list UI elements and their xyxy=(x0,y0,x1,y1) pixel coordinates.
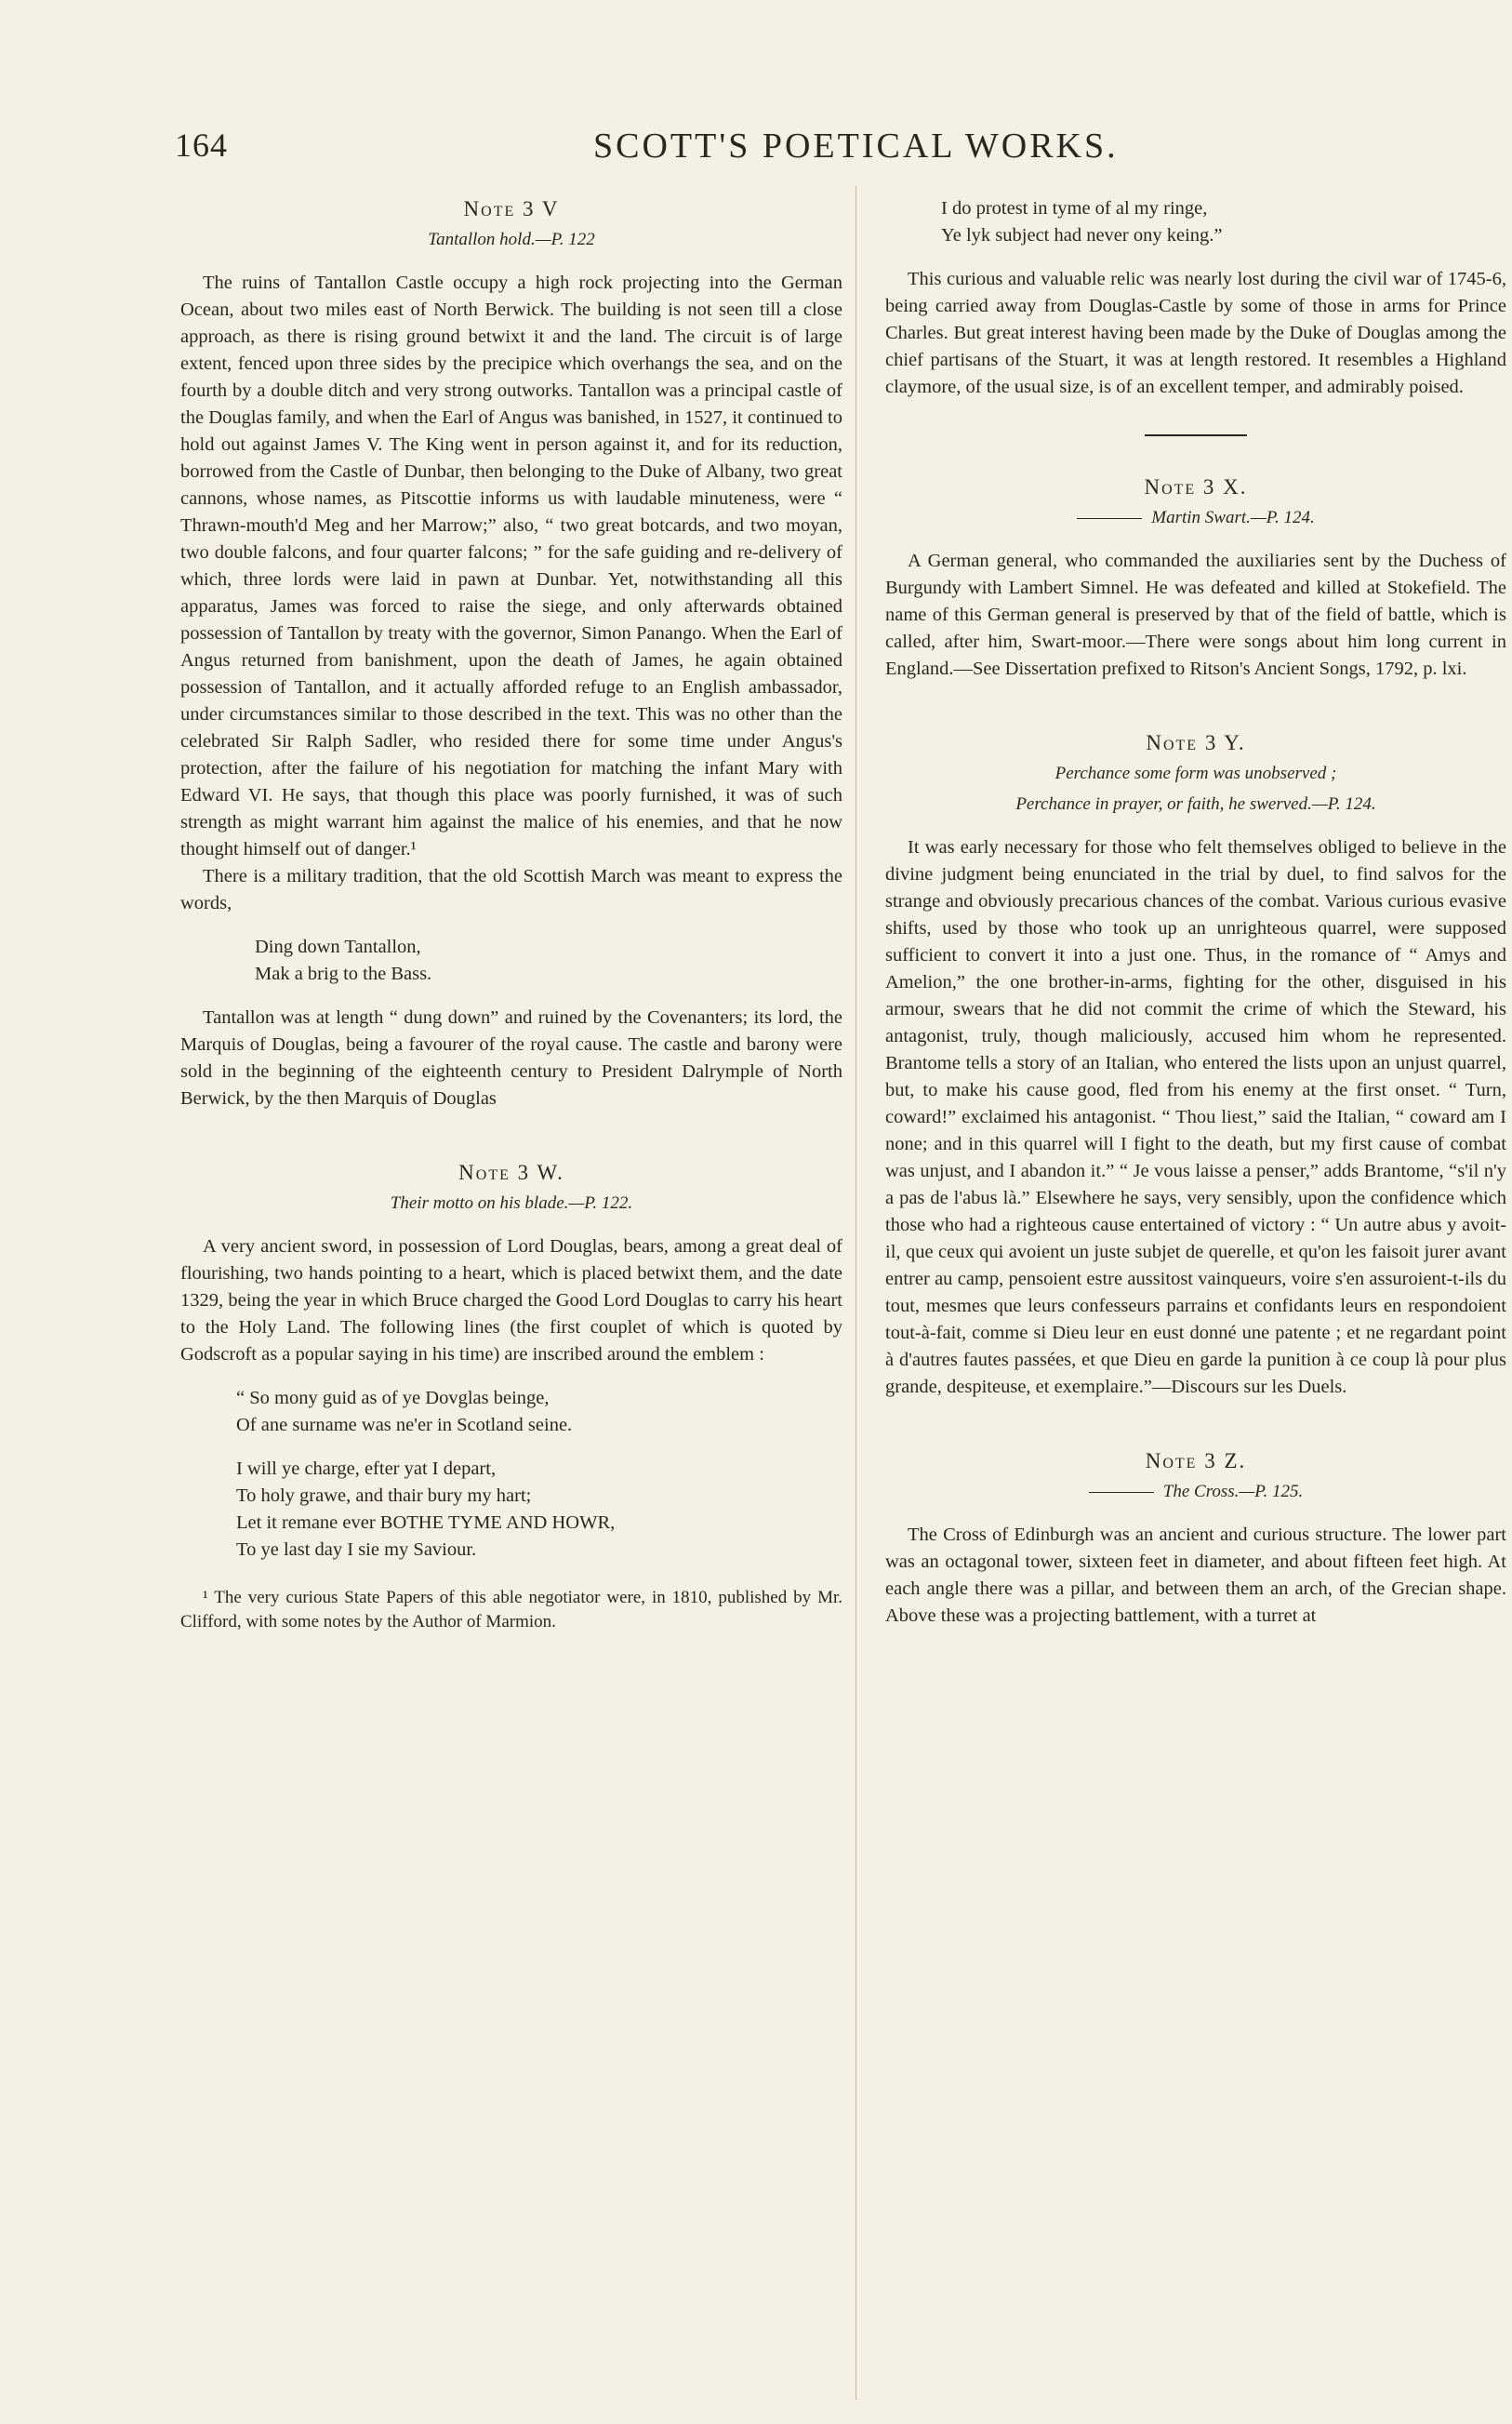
note-3v-paragraph-1: The ruins of Tantallon Castle occupy a high rock projecting into the German Ocean, about two miles east of North Berwick. The building is not seen till a close approach, as there is rising ground betwixt it and the land. The circuit is of large extent, fenced upon three sides by the precipice which overhangs the sea, and on the fourth by a double ditch and very strong outworks. Tantallon was a principal castle of the Douglas family, and when the Earl of Angus was banished, in 1527, it continued to hold out against James V. The King went in person against it, and for its reduction, borrowed from the Castle of Dunbar, then belonging to the Duke of Albany, two great cannons, whose names, as Pitscottie informs us with laudable minuteness, were “ Thrawn-mouth'd Meg and her Marrow;” also, “ two great botcards, and two moyan, two double falcons, and four quarter falcons; ” for the safe guiding and re-delivery of which, three lords were laid in pawn at Dunbar. Yet, notwithstanding all this apparatus, James was forced to raise the siege, and only afterwards obtained possession of Tantallon by treaty with the governor, Simon Panango. When the Earl of Angus returned from banishment, upon the death of James, he again obtained possession of Tantallon, and it actually afforded refuge to an English ambassador, under circumstances similar to those described in the text. This was no other than the celebrated Sir Ralph Sadler, who resided there for some time under Angus's protection, after the failure of his negotiation for matching the infant Mary with Edward VI. He says, that though this place was poorly furnished, it was of such strength as might warrant him against the malice of his enemies, and that he now thought himself out of danger.¹ xyxy=(180,273,842,859)
footnote-text: ¹ The very curious State Papers of this able negotiator were, in 1810, published by Mr. Clifford, with some notes by the Author of Marmion. xyxy=(180,1588,842,1632)
note-3w-paragraph-1: A very ancient sword, in possession of Lord Douglas, bears, among a great deal of flourishing, two hands pointing to a heart, which is placed betwixt them, and the date 1329, being the year in which Bruce charged the Good Lord Douglas to carry his heart to the Holy Land. The following lines (the first couplet of which is quoted by Godscroft as a popular saying in his time) are inscribed around the emblem : xyxy=(180,1236,842,1365)
left-column xyxy=(180,195,842,1634)
note-3v-paragraph-3: Tantallon was at length “ dung down” and ruined by the Covenanters; its lord, the Marquis of Douglas, being a favourer of the royal cause. The castle and barony were sold in the beginning of the eighteenth century to President Dalrymple of North Berwick, by the then Marquis of Douglas xyxy=(180,1007,842,1109)
page-number: 164 xyxy=(175,127,228,164)
note-3z-reference: The Cross.—P. 125. xyxy=(885,1478,1506,1505)
verse-line: To holy grawe, and thair bury my hart; xyxy=(236,1485,532,1506)
note-3w-verse-2 xyxy=(236,1456,842,1564)
note-3x-heading: Note 3 X. xyxy=(1144,475,1248,499)
verse-line: “ So mony guid as of ye Dovglas beinge, xyxy=(236,1388,550,1408)
verse-line: Ye lyk subject had never ony keing.” xyxy=(941,225,1223,246)
note-3z-paragraph-1: The Cross of Edinburgh was an ancient and curious structure. The lower part was an octagonal tower, sixteen feet in diameter, and about fifteen feet high. At each angle there was a pillar, and between them an arch, of the Grecian shape. Above these was a projecting battlement, with a turret at xyxy=(885,1525,1506,1626)
note-3x-reference: Martin Swart.—P. 124. xyxy=(885,504,1506,531)
note-3w-reference: Their motto on his blade.—P. 122. xyxy=(390,1193,633,1213)
note-3v-paragraph-2: There is a military tradition, that the old Scottish March was meant to express the words, xyxy=(180,866,842,913)
note-3y-reference-1: Perchance some form was unobserved ; xyxy=(1054,764,1337,783)
note-3z-heading: Note 3 Z. xyxy=(1145,1449,1247,1472)
section-rule xyxy=(1145,434,1247,436)
verse-line: Let it remane ever BOTHE TYME AND HOWR, xyxy=(236,1512,616,1533)
continued-verse xyxy=(941,195,1506,249)
note-3w-heading: Note 3 W. xyxy=(458,1161,564,1184)
running-title: SCOTT'S POETICAL WORKS. xyxy=(593,127,1119,166)
verse-line: Of ane surname was ne'er in Scotland seine. xyxy=(236,1415,573,1435)
note-3y-paragraph-1: It was early necessary for those who felt themselves obliged to believe in the divine judgment being enunciated in the trial by duel, to find salvos for the strange and obviously precarious chances of the combat. Various curious evasive shifts, used by those who took up an unrighteous quarrel, were supposed sufficient to convert it into a just one. Thus, in the romance of “ Amys and Amelion,” the one brother-in-arms, fighting for the other, disguised in his armour, swears that he did not commit the crime of which the Steward, his antagonist, truly, though maliciously, accused him whom he represented. Brantome tells a story of an Italian, who entered the lists upon an unjust quarrel, but, to make his cause good, fled from his enemy at the first onset. “ Turn, coward!” exclaimed his antagonist. “ Thou liest,” said the Italian, “ coward am I none; and in this quarrel will I fight to the death, but my first cause of combat was unjust, and I abandon it.” “ Je vous laisse a penser,” adds Brantome, “s'il n'y a pas de l'abus là.” Elsewhere he says, very sensibly, upon the confidence which those who had a righteous cause entertained of victory : “ Un autre abus y avoit-il, que ceux qui avoient un juste subjet de querelle, et qu'on les faisoit jurer avant entrer au camp, pensoient estre aussitost vainqueurs, voire s'en assuroient-t-ils du tout, mesmes que leurs confesseurs parrains et confidants leurs en respondoient tout-à-fait, comme si Dieu leur en eust donné une patente ; et ne regardant point à d'autres fautes passées, et que Dieu en garde la punition à ce coup là pour plus grande, despiteuse, et exemplaire.”—Discours sur les Duels. xyxy=(885,837,1506,1397)
page-header xyxy=(175,126,1216,172)
note-3y-heading: Note 3 Y. xyxy=(1146,731,1246,754)
right-column xyxy=(885,195,1506,1630)
verse-line: Mak a brig to the Bass. xyxy=(255,964,432,984)
note-3y-reference-2: Perchance in prayer, or faith, he swerved.—P. 124. xyxy=(1015,794,1376,814)
note-3w-verse-1 xyxy=(236,1385,842,1439)
verse-line: I will ye charge, efter yat I depart, xyxy=(236,1458,497,1479)
verse-line: To ye last day I sie my Saviour. xyxy=(236,1539,477,1560)
note-3w-continuation: This curious and valuable relic was nearly lost during the civil war of 1745-6, being carried away from Douglas-Castle by some of those in arms for Prince Charles. But great interest having been made by the Duke of Douglas among the chief partisans of the Stuart, it was at length restored. It resembles a Highland claymore, of the usual size, is of an excellent temper, and admirably poised. xyxy=(885,269,1506,397)
verse-line: Ding down Tantallon, xyxy=(255,937,421,957)
note-3v-verse xyxy=(255,934,842,988)
note-3v-heading: Note 3 V xyxy=(463,197,560,220)
footnote xyxy=(180,1586,842,1634)
note-3v-reference: Tantallon hold.—P. 122 xyxy=(428,230,595,249)
column-divider xyxy=(855,186,856,2400)
verse-line: I do protest in tyme of al my ringe, xyxy=(941,198,1208,219)
note-3x-paragraph-1: A German general, who commanded the auxiliaries sent by the Duchess of Burgundy with Lambert Simnel. He was defeated and killed at Stokefield. The name of this German general is preserved by that of the field of battle, which is called, after him, Swart-moor.—There were songs about him long current in England.—See Dissertation prefixed to Ritson's Ancient Songs, 1792, p. lxi. xyxy=(885,551,1506,679)
